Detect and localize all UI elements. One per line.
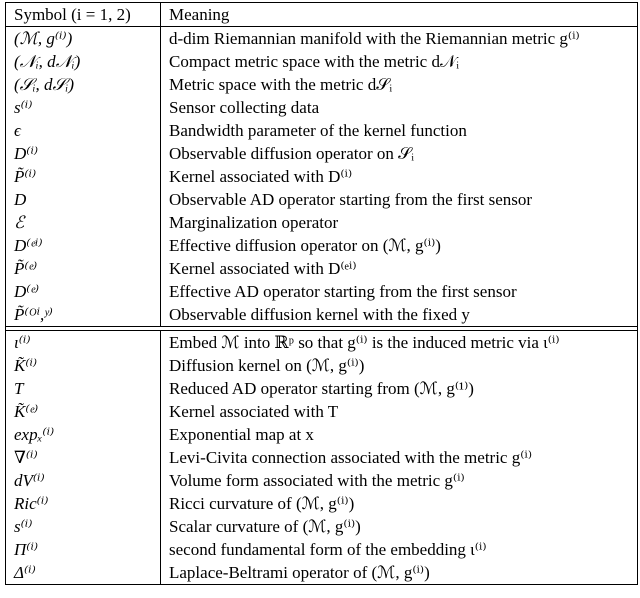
table-row [6, 234, 638, 257]
meaning-cell: Scalar curvature of (ℳ, g⁽ⁱ⁾) [161, 515, 638, 538]
symbol-column-header: Symbol (i = 1, 2) [6, 3, 161, 27]
table-row [6, 119, 638, 142]
table-row [6, 96, 638, 119]
symbol-cell: P̃⁽ⁱ⁾ [6, 165, 161, 188]
symbol-cell: D⁽ᵉⁱ⁾ [6, 234, 161, 257]
table-row [6, 257, 638, 280]
symbol-cell: s⁽ⁱ⁾ [6, 515, 161, 538]
meaning-column-header: Meaning [161, 3, 638, 27]
table-row [6, 280, 638, 303]
table-row [6, 561, 638, 585]
meaning-cell: Observable diffusion operator on 𝒮ᵢ [161, 142, 638, 165]
meaning-cell: Metric space with the metric d𝒮ᵢ [161, 73, 638, 96]
meaning-cell: Exponential map at x [161, 423, 638, 446]
table-row [6, 303, 638, 327]
table-row [6, 188, 638, 211]
symbol-cell: D [6, 188, 161, 211]
table-row [6, 538, 638, 561]
symbol-cell: Π⁽ⁱ⁾ [6, 538, 161, 561]
symbol-cell: ∇⁽ⁱ⁾ [6, 446, 161, 469]
symbol-cell: P̃⁽ᵉ⁾ [6, 257, 161, 280]
table-row [6, 354, 638, 377]
notation-table [5, 2, 638, 585]
meaning-cell: Marginalization operator [161, 211, 638, 234]
meaning-cell: Embed ℳ into ℝᵖ so that g⁽ⁱ⁾ is the induced metric via ι⁽ⁱ⁾ [161, 331, 638, 355]
table-row [6, 377, 638, 400]
symbol-cell: D⁽ᵉ⁾ [6, 280, 161, 303]
symbol-cell: (ℳ, g⁽ⁱ⁾) [6, 27, 161, 51]
meaning-cell: second fundamental form of the embedding ι⁽ⁱ⁾ [161, 538, 638, 561]
meaning-cell: Kernel associated with T [161, 400, 638, 423]
meaning-cell: Compact metric space with the metric d𝒩ᵢ [161, 50, 638, 73]
symbol-cell: K̃⁽ᵉ⁾ [6, 400, 161, 423]
meaning-cell: Observable diffusion kernel with the fixed y [161, 303, 638, 327]
symbol-cell: ϵ [6, 119, 161, 142]
table-row [6, 515, 638, 538]
symbol-cell: ι⁽ⁱ⁾ [6, 331, 161, 355]
table-row [6, 400, 638, 423]
symbol-cell: s⁽ⁱ⁾ [6, 96, 161, 119]
meaning-cell: d-dim Riemannian manifold with the Riemannian metric g⁽ⁱ⁾ [161, 27, 638, 51]
symbol-cell: Ric⁽ⁱ⁾ [6, 492, 161, 515]
symbol-cell: ℰ [6, 211, 161, 234]
meaning-cell: Levi-Civita connection associated with the metric g⁽ⁱ⁾ [161, 446, 638, 469]
table-row [6, 142, 638, 165]
table-row [6, 492, 638, 515]
meaning-cell: Diffusion kernel on (ℳ, g⁽ⁱ⁾) [161, 354, 638, 377]
table-row [6, 211, 638, 234]
table-row [6, 446, 638, 469]
symbol-cell: T [6, 377, 161, 400]
meaning-cell: Effective AD operator starting from the first sensor [161, 280, 638, 303]
symbol-cell: (𝒮ᵢ, d𝒮ᵢ) [6, 73, 161, 96]
symbol-cell: K̃⁽ⁱ⁾ [6, 354, 161, 377]
symbol-cell: expₓ⁽ⁱ⁾ [6, 423, 161, 446]
table-row [6, 50, 638, 73]
symbol-cell: Δ⁽ⁱ⁾ [6, 561, 161, 585]
meaning-cell: Laplace-Beltrami operator of (ℳ, g⁽ⁱ⁾) [161, 561, 638, 585]
meaning-cell: Bandwidth parameter of the kernel function [161, 119, 638, 142]
table-row [6, 469, 638, 492]
table-row [6, 27, 638, 51]
table-row [6, 423, 638, 446]
meaning-cell: Volume form associated with the metric g⁽ⁱ⁾ [161, 469, 638, 492]
table-row [6, 73, 638, 96]
table-row [6, 165, 638, 188]
meaning-cell: Reduced AD operator starting from (ℳ, g⁽¹⁾) [161, 377, 638, 400]
table-row [6, 331, 638, 355]
symbol-cell: (𝒩ᵢ, d𝒩ᵢ) [6, 50, 161, 73]
symbol-cell: dV⁽ⁱ⁾ [6, 469, 161, 492]
meaning-cell: Ricci curvature of (ℳ, g⁽ⁱ⁾) [161, 492, 638, 515]
meaning-cell: Kernel associated with D⁽ⁱ⁾ [161, 165, 638, 188]
meaning-cell: Sensor collecting data [161, 96, 638, 119]
meaning-cell: Kernel associated with D⁽ᵉⁱ⁾ [161, 257, 638, 280]
meaning-cell: Effective diffusion operator on (ℳ, g⁽ⁱ⁾) [161, 234, 638, 257]
symbol-cell: D⁽ⁱ⁾ [6, 142, 161, 165]
meaning-cell: Observable AD operator starting from the first sensor [161, 188, 638, 211]
table-header-row [6, 3, 638, 27]
symbol-cell: P̃⁽ᴼⁱ,ʸ⁾ [6, 303, 161, 327]
